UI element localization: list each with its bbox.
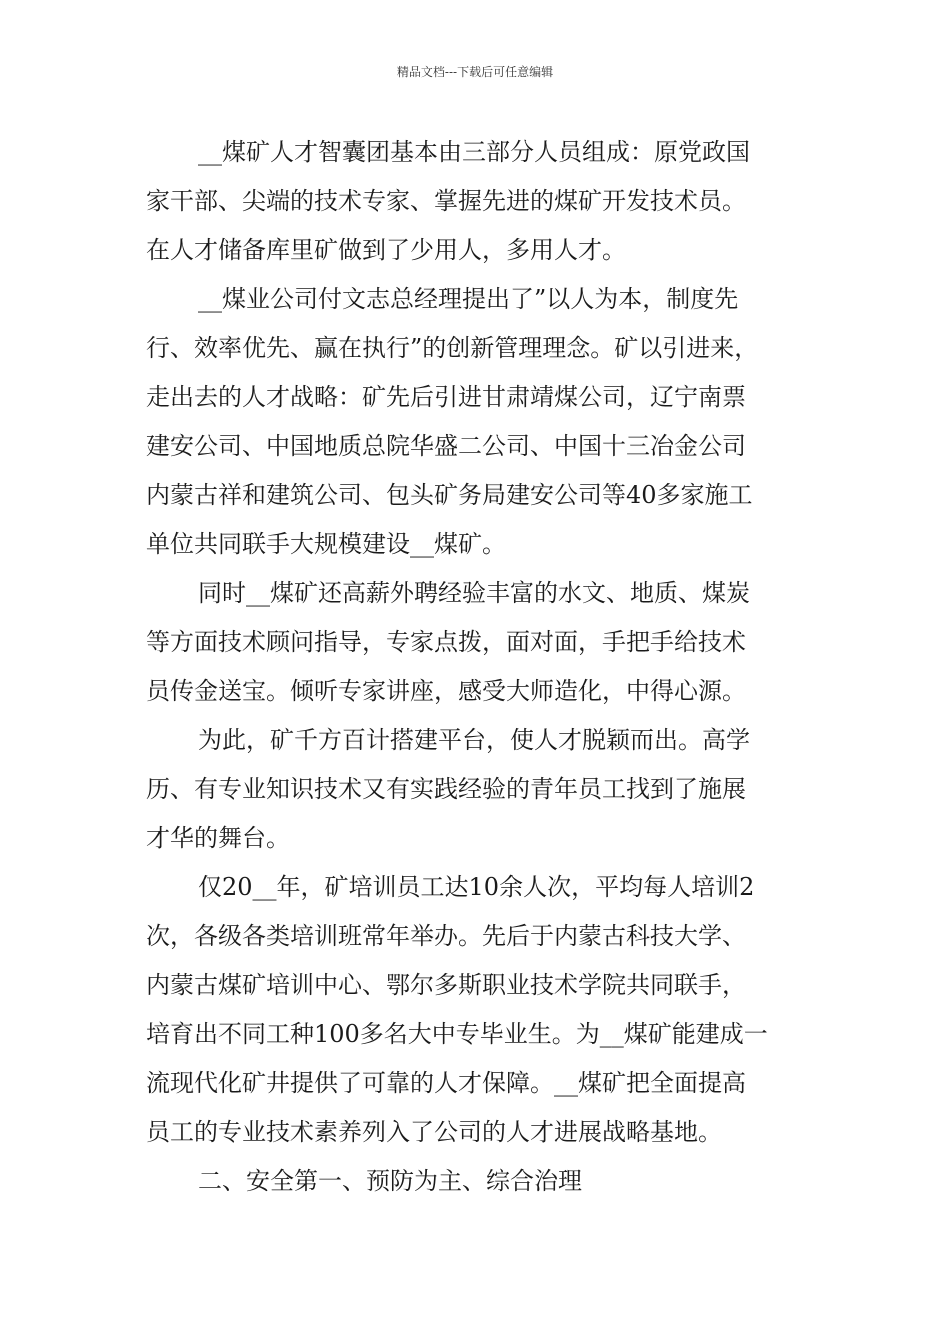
section-heading: 二、安全第一、预防为主、综合治理 <box>198 1167 582 1195</box>
text-line: 内蒙古煤矿培训中心、鄂尔多斯职业技术学院共同联手， <box>146 971 746 999</box>
text-line: 走出去的人才战略：矿先后引进甘肃靖煤公司，辽宁南票 <box>146 383 746 411</box>
text-line: 次，各级各类培训班常年举办。先后于内蒙古科技大学、 <box>146 922 746 950</box>
text-line: 内蒙古祥和建筑公司、包头矿务局建安公司等40多家施工 <box>146 481 753 509</box>
text-line: 行、效率优先、赢在执行”的创新管理理念。矿以引进来， <box>146 334 759 362</box>
text-line: 历、有专业知识技术又有实践经验的青年员工找到了施展 <box>146 775 746 803</box>
text-line: 才华的舞台。 <box>146 824 290 852</box>
text-line: 家干部、尖端的技术专家、掌握先进的煤矿开发技术员。 <box>146 187 746 215</box>
text-line: 等方面技术顾问指导，专家点拨，面对面，手把手给技术 <box>146 628 746 656</box>
text-line: 单位共同联手大规模建设__煤矿。 <box>146 530 506 558</box>
text-line: 培育出不同工种100多名大中专毕业生。为__煤矿能建成一 <box>146 1020 768 1048</box>
text-line: 流现代化矿井提供了可靠的人才保障。__煤矿把全面提高 <box>146 1069 746 1097</box>
text-line: 同时__煤矿还高薪外聘经验丰富的水文、地质、煤炭 <box>198 579 750 607</box>
text-line: 在人才储备库里矿做到了少用人，多用人才。 <box>146 236 626 264</box>
text-line: 仅20__年，矿培训员工达10余人次，平均每人培训2 <box>198 873 755 901</box>
document-body <box>146 128 810 1206</box>
page-header: 精品文档---下载后可任意编辑 <box>396 65 554 79</box>
text-line: 员工的专业技术素养列入了公司的人才进展战略基地。 <box>146 1118 722 1146</box>
text-line: 为此，矿千方百计搭建平台，使人才脱颖而出。高学 <box>198 726 750 754</box>
text-line: __煤业公司付文志总经理提出了”以人为本，制度先 <box>198 285 739 313</box>
text-line: 员传金送宝。倾听专家讲座，感受大师造化，中得心源。 <box>146 677 746 705</box>
text-line: 建安公司、中国地质总院华盛二公司、中国十三冶金公司 <box>146 432 746 460</box>
text-line: __煤矿人才智囊团基本由三部分人员组成：原党政国 <box>198 138 750 166</box>
